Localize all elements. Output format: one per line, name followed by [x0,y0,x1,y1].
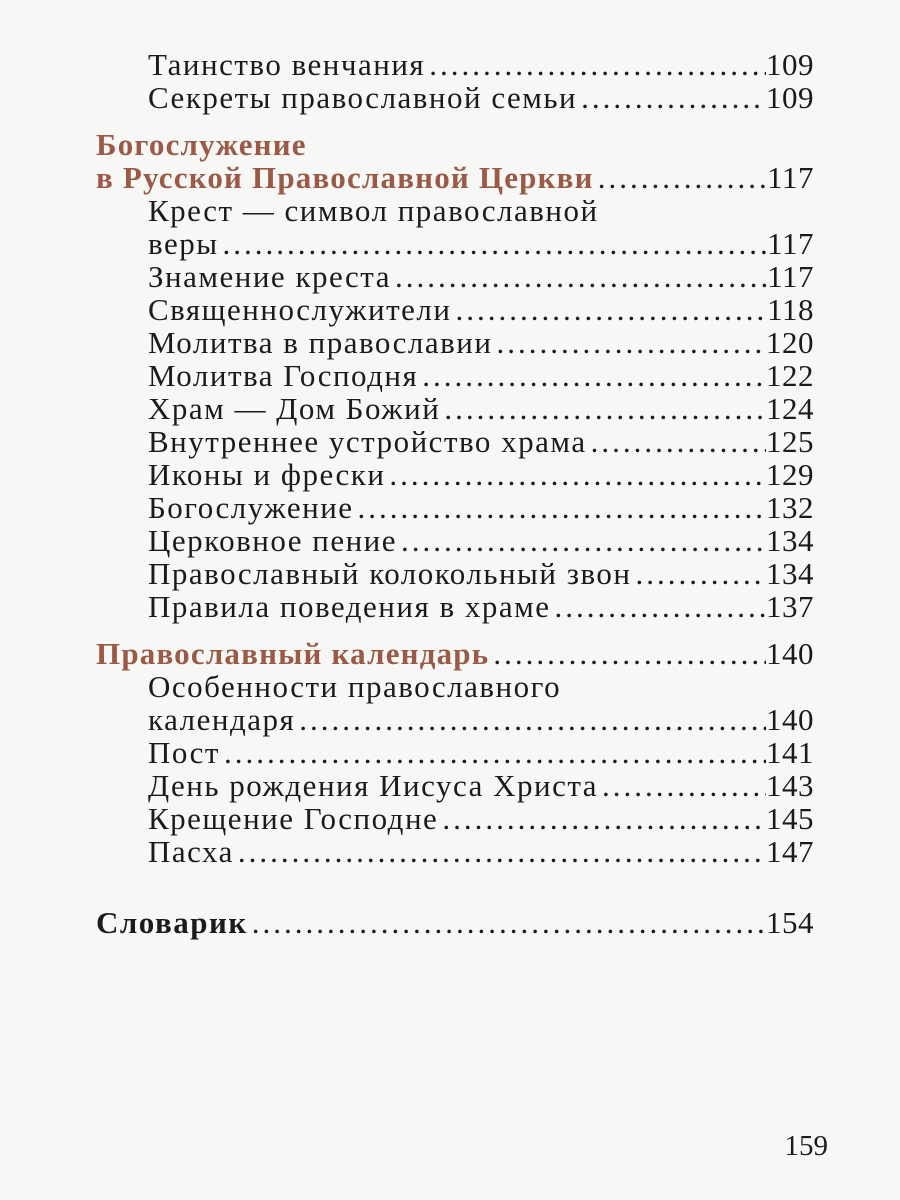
toc-entry [96,458,814,491]
toc-entry-page: 122 [766,358,814,393]
toc-entry-line1 [96,670,814,703]
leader-dots [425,48,766,81]
section-heading-title: в Русской Православной Церкви [96,160,594,195]
toc-entry-page: 117 [767,226,814,261]
toc-entry [96,835,814,868]
toc-entry-page: 132 [766,490,814,525]
toc-entry-title: Священнослужители [148,292,452,327]
toc-entry-title: Секреты православной семьи [148,80,578,115]
toc-entry-title: Храм — Дом Божий [148,391,441,426]
section-heading [96,637,814,670]
toc-entry-title: Пост [148,735,220,770]
leader-dots [489,637,766,670]
leader-dots [594,161,767,194]
toc-entry-title: Крест — символ православной [148,193,599,228]
toc-entry-page: 129 [766,457,814,492]
page-number: 159 [784,1130,828,1162]
section-heading-title: Православный календарь [96,636,490,671]
toc-entry-page: 118 [767,292,814,327]
toc-entry [96,48,814,81]
toc-entry-title: Молитва Господня [148,358,419,393]
leader-dots [598,769,766,802]
toc-entry [96,802,814,835]
toc-entry-page: 109 [766,80,814,115]
section-heading-page: 117 [767,160,814,195]
toc-entry-page: 125 [766,424,814,459]
toc-entry-page: 137 [766,589,814,624]
toc-entry [96,524,814,557]
toc-entry-title: Таинство венчания [148,47,426,82]
leader-dots [577,81,766,114]
section-heading-line1 [96,128,814,161]
toc-dictionary-entry [96,906,814,939]
toc-entry [96,703,814,736]
leader-dots [220,736,766,769]
leader-dots [219,227,768,260]
leader-dots [438,802,766,835]
toc-entry-page: 145 [766,801,814,836]
toc-entry-title: Молитва в православии [148,325,493,360]
leader-dots [551,590,767,623]
leader-dots [418,359,766,392]
leader-dots [295,703,766,736]
toc-entry [96,359,814,392]
toc-entry-page: 120 [766,325,814,360]
toc-entry-page: 134 [766,556,814,591]
toc-entry-title: веры [148,226,219,261]
leader-dots [248,906,766,939]
leader-dots [451,293,767,326]
toc-entry [96,260,814,293]
toc-entry [96,81,814,114]
toc-entry-page: 154 [766,905,814,940]
toc-entry-page: 109 [766,47,814,82]
toc-entry [96,491,814,524]
toc-entry-page: 140 [766,702,814,737]
toc-entry-title: Словарик [96,905,248,940]
toc-entry-page: 143 [766,768,814,803]
section-heading [96,161,814,194]
toc-entry-title: Иконы и фрески [148,457,386,492]
toc-entry-line1 [96,194,814,227]
toc-entry-title: Богослужение [148,490,354,525]
leader-dots [354,491,766,524]
leader-dots [391,260,767,293]
toc-entry-title: День рождения Иисуса Христа [148,768,599,803]
toc-entry [96,736,814,769]
toc-entry [96,293,814,326]
toc-entry-title: Особенности православного [148,669,562,704]
toc-entry-title: Знамение креста [148,259,391,294]
leader-dots [397,524,766,557]
leader-dots [440,392,766,425]
leader-dots [492,326,766,359]
leader-dots [587,425,766,458]
toc-entry [96,326,814,359]
toc-entry-page: 141 [766,735,814,770]
toc-entry [96,557,814,590]
table-of-contents [96,48,814,939]
toc-entry-page: 134 [766,523,814,558]
leader-dots [385,458,766,491]
toc-entry [96,425,814,458]
toc-entry-title: Внутреннее устройство храма [148,424,587,459]
leader-dots [631,557,766,590]
toc-entry-title: Пасха [148,834,234,869]
toc-entry [96,590,814,623]
toc-entry-title: календаря [148,702,296,737]
section-heading-page: 140 [766,636,814,671]
toc-entry-title: Церковное пение [148,523,398,558]
toc-entry [96,392,814,425]
toc-entry-title: Православный колокольный звон [148,556,632,591]
section-heading-title: Богослужение [96,127,307,162]
leader-dots [234,835,766,868]
toc-entry [96,227,814,260]
toc-entry-title: Крещение Господне [148,801,439,836]
toc-entry-page: 124 [766,391,814,426]
toc-entry-page: 117 [767,259,814,294]
toc-entry [96,769,814,802]
toc-entry-title: Правила поведения в храме [148,589,551,624]
toc-entry-page: 147 [766,834,814,869]
